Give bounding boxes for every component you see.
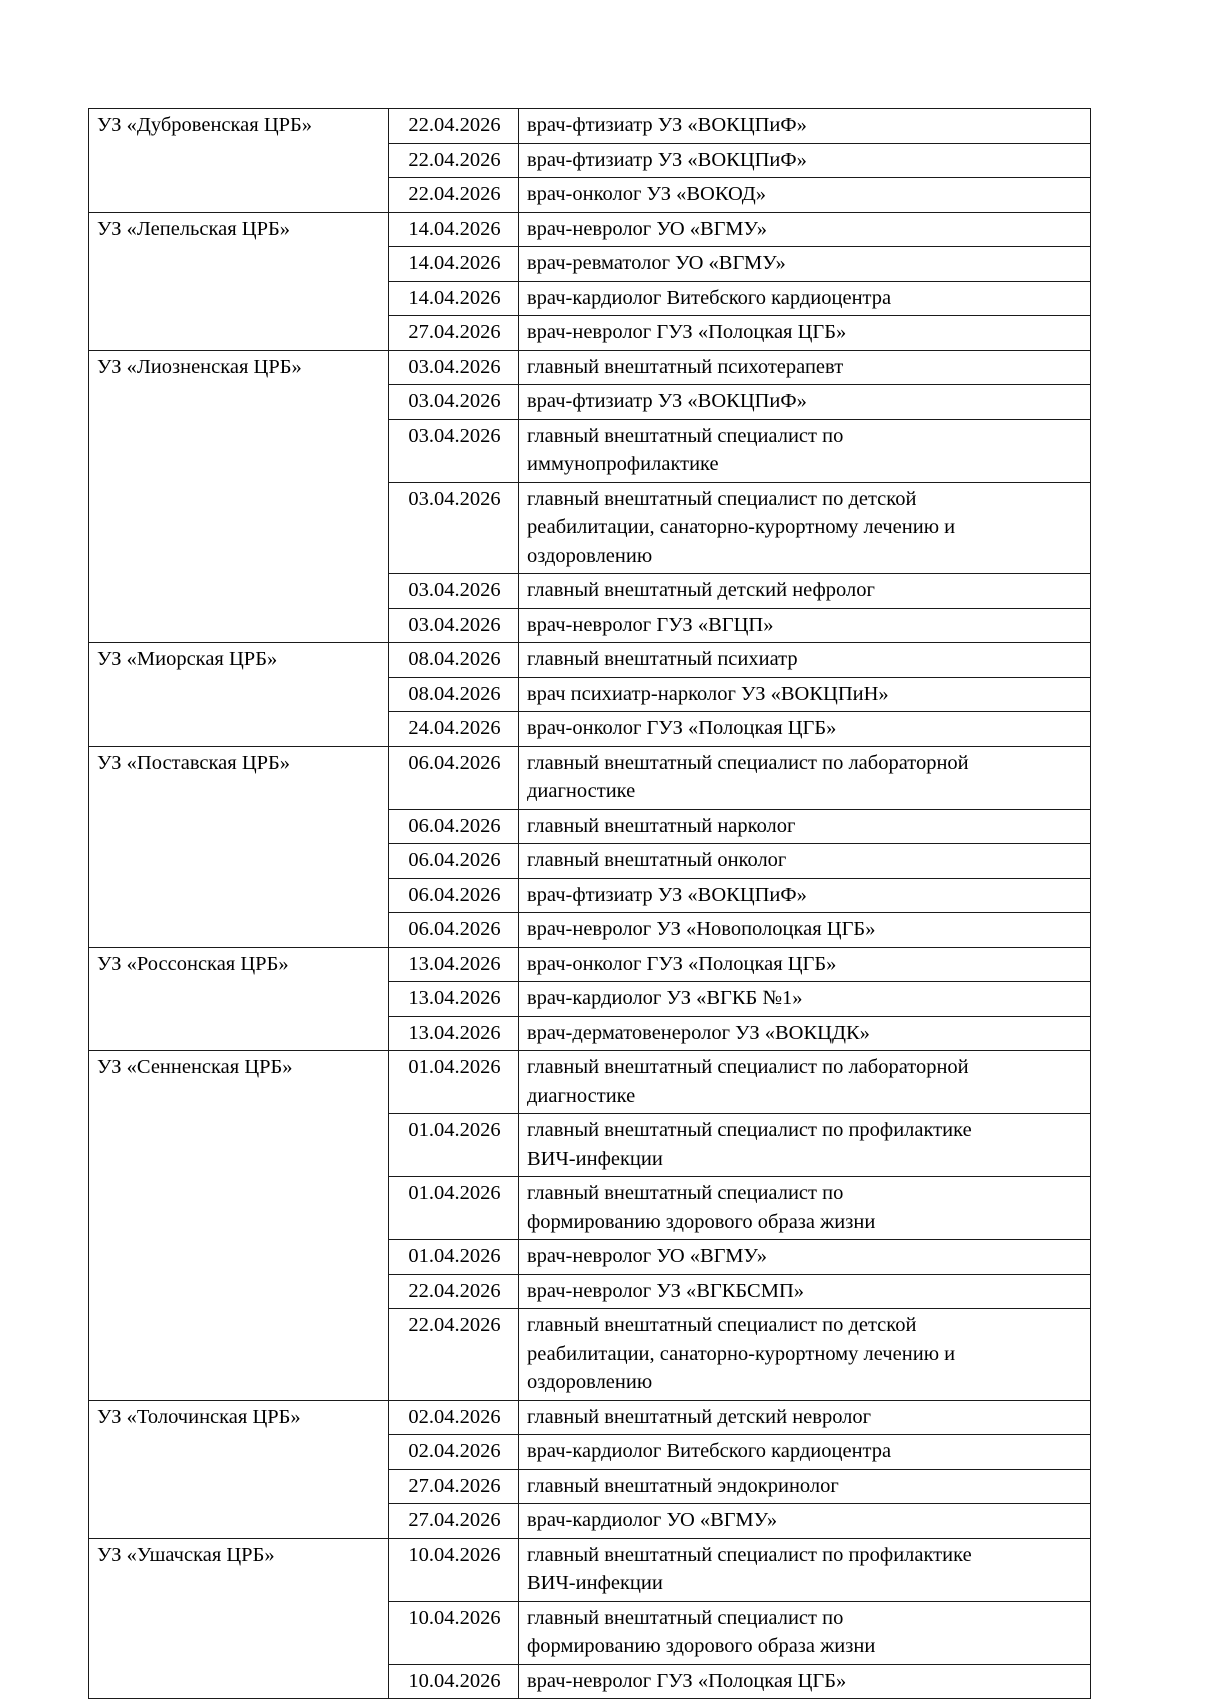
specialist-cell (519, 1538, 1091, 1601)
visit-date-cell: 22.04.2026 (389, 1274, 519, 1309)
specialist-line: главный внештатный психотерапевт (527, 355, 844, 378)
table-row (89, 643, 1091, 678)
visit-date-cell: 14.04.2026 (389, 212, 519, 247)
specialist-line: ВИЧ-инфекции (527, 1147, 663, 1170)
visit-date-cell: 01.04.2026 (389, 1114, 519, 1177)
specialist-cell (519, 844, 1091, 879)
specialist-cell (519, 247, 1091, 282)
specialist-line: главный внештатный специалист по детской (527, 1314, 917, 1336)
specialist-line: врач-невролог ГУЗ «Полоцкая ЦГБ» (527, 1669, 847, 1692)
specialist-line: главный внештатный специалист по профилактике (527, 1543, 972, 1566)
specialist-cell (519, 482, 1091, 574)
visit-date-cell: 10.04.2026 (389, 1664, 519, 1699)
visit-date-cell: 22.04.2026 (389, 143, 519, 178)
specialist-line: главный внештатный нарколог (527, 814, 796, 837)
table-row (89, 947, 1091, 982)
specialist-cell (519, 746, 1091, 809)
specialist-line: врач-онколог ГУЗ «Полоцкая ЦГБ» (527, 717, 837, 739)
specialist-line: главный внештатный эндокринолог (527, 1474, 839, 1497)
specialist-cell (519, 1664, 1091, 1699)
specialist-line: врач-фтизиатр УЗ «ВОКЦПиФ» (527, 148, 807, 171)
visit-date-cell: 06.04.2026 (389, 878, 519, 913)
specialist-cell (519, 913, 1091, 948)
specialist-cell (519, 677, 1091, 712)
specialist-line: главный внештатный специалист по (527, 424, 844, 447)
table-row (89, 109, 1091, 144)
specialist-cell (519, 982, 1091, 1017)
specialist-line: врач-невролог ГУЗ «ВГЦП» (527, 613, 774, 636)
visit-date-cell: 02.04.2026 (389, 1400, 519, 1435)
specialist-cell (519, 1051, 1091, 1114)
organization-cell: УЗ «Дубровенская ЦРБ» (89, 109, 389, 213)
specialist-line: врач-кардиолог УО «ВГМУ» (527, 1509, 778, 1531)
specialist-line: реабилитации, санаторно-курортному лечению и (527, 1342, 956, 1365)
specialist-cell (519, 643, 1091, 678)
visit-date-cell: 10.04.2026 (389, 1601, 519, 1664)
specialist-line: главный внештатный специалист по лабораторной (527, 751, 969, 774)
specialist-line: оздоровлению (527, 544, 653, 567)
specialist-line: главный внештатный специалист по детской (527, 487, 917, 510)
visit-date-cell: 01.04.2026 (389, 1051, 519, 1114)
specialist-cell (519, 1469, 1091, 1504)
organization-cell: УЗ «Толочинская ЦРБ» (89, 1400, 389, 1538)
specialist-line: главный внештатный специалист по (527, 1182, 844, 1204)
specialist-line: главный внештатный специалист по профилактике (527, 1119, 972, 1141)
specialist-cell (519, 143, 1091, 178)
specialist-line: врач-фтизиатр УЗ «ВОКЦПиФ» (527, 114, 807, 136)
specialist-line: диагностике (527, 780, 636, 802)
specialist-cell (519, 878, 1091, 913)
specialist-line: ВИЧ-инфекции (527, 1572, 663, 1594)
specialist-line: врач-фтизиатр УЗ «ВОКЦПиФ» (527, 883, 807, 906)
table-row (89, 212, 1091, 247)
schedule-table-container (88, 108, 1090, 1699)
specialist-line: формированию здорового образа жизни (527, 1210, 876, 1233)
specialist-cell (519, 1400, 1091, 1435)
specialist-line: главный внештатный детский нефролог (527, 579, 875, 601)
specialist-cell (519, 385, 1091, 420)
visit-date-cell: 03.04.2026 (389, 482, 519, 574)
visit-date-cell: 06.04.2026 (389, 913, 519, 948)
specialist-cell (519, 1114, 1091, 1177)
visit-date-cell: 24.04.2026 (389, 712, 519, 747)
visit-date-cell: 22.04.2026 (389, 178, 519, 213)
visit-date-cell: 22.04.2026 (389, 1309, 519, 1401)
table-row (89, 746, 1091, 809)
specialist-cell (519, 316, 1091, 351)
specialist-line: врач-онколог ГУЗ «Полоцкая ЦГБ» (527, 952, 837, 975)
specialist-line: врач-невролог УО «ВГМУ» (527, 217, 767, 240)
specialist-line: врач-дерматовенеролог УЗ «ВОКЦДК» (527, 1021, 870, 1044)
specialist-cell (519, 1177, 1091, 1240)
specialist-line: реабилитации, санаторно-курортному лечению и (527, 516, 956, 538)
schedule-table-body (89, 109, 1091, 1699)
visit-date-cell: 01.04.2026 (389, 1177, 519, 1240)
specialist-cell (519, 1274, 1091, 1309)
schedule-table (88, 108, 1091, 1699)
specialist-cell (519, 608, 1091, 643)
specialist-cell (519, 212, 1091, 247)
visit-date-cell: 13.04.2026 (389, 982, 519, 1017)
specialist-cell (519, 574, 1091, 609)
visit-date-cell: 08.04.2026 (389, 643, 519, 678)
visit-date-cell: 06.04.2026 (389, 809, 519, 844)
visit-date-cell: 03.04.2026 (389, 574, 519, 609)
visit-date-cell: 27.04.2026 (389, 1469, 519, 1504)
visit-date-cell: 10.04.2026 (389, 1538, 519, 1601)
specialist-line: врач-ревматолог УО «ВГМУ» (527, 252, 786, 274)
table-row (89, 350, 1091, 385)
specialist-line: врач психиатр-нарколог УЗ «ВОКЦПиН» (527, 682, 889, 705)
specialist-line: врач-невролог УЗ «ВГКБСМП» (527, 1279, 805, 1302)
specialist-cell (519, 1435, 1091, 1470)
specialist-cell (519, 712, 1091, 747)
specialist-line: врач-фтизиатр УЗ «ВОКЦПиФ» (527, 390, 807, 412)
specialist-line: врач-невролог УО «ВГМУ» (527, 1245, 767, 1267)
specialist-cell (519, 1309, 1091, 1401)
table-row (89, 1051, 1091, 1114)
specialist-line: врач-кардиолог Витебского кардиоцентра (527, 1440, 892, 1462)
specialist-line: главный внештатный детский невролог (527, 1405, 872, 1428)
specialist-cell (519, 350, 1091, 385)
specialist-cell (519, 947, 1091, 982)
organization-cell: УЗ «Поставская ЦРБ» (89, 746, 389, 947)
organization-cell: УЗ «Россонская ЦРБ» (89, 947, 389, 1051)
specialist-line: диагностике (527, 1084, 636, 1107)
specialist-line: главный внештатный онколог (527, 849, 787, 871)
specialist-line: врач-онколог УЗ «ВОКОД» (527, 183, 767, 205)
specialist-cell (519, 109, 1091, 144)
specialist-line: врач-невролог ГУЗ «Полоцкая ЦГБ» (527, 321, 847, 343)
visit-date-cell: 13.04.2026 (389, 947, 519, 982)
visit-date-cell: 03.04.2026 (389, 385, 519, 420)
visit-date-cell: 27.04.2026 (389, 316, 519, 351)
visit-date-cell: 27.04.2026 (389, 1504, 519, 1539)
specialist-line: формированию здорового образа жизни (527, 1635, 876, 1657)
visit-date-cell: 14.04.2026 (389, 281, 519, 316)
specialist-cell (519, 178, 1091, 213)
visit-date-cell: 06.04.2026 (389, 746, 519, 809)
specialist-cell (519, 1601, 1091, 1664)
visit-date-cell: 03.04.2026 (389, 419, 519, 482)
specialist-line: врач-невролог УЗ «Новополоцкая ЦГБ» (527, 918, 876, 940)
organization-cell: УЗ «Лиозненская ЦРБ» (89, 350, 389, 643)
visit-date-cell: 03.04.2026 (389, 608, 519, 643)
specialist-cell (519, 419, 1091, 482)
specialist-cell (519, 281, 1091, 316)
table-row (89, 1400, 1091, 1435)
visit-date-cell: 03.04.2026 (389, 350, 519, 385)
specialist-cell (519, 809, 1091, 844)
specialist-line: главный внештатный специалист по лабораторной (527, 1056, 969, 1078)
specialist-line: оздоровлению (527, 1371, 653, 1393)
specialist-cell (519, 1240, 1091, 1275)
specialist-line: врач-кардиолог УЗ «ВГКБ №1» (527, 987, 803, 1009)
table-row (89, 1538, 1091, 1601)
visit-date-cell: 01.04.2026 (389, 1240, 519, 1275)
specialist-line: иммунопрофилактике (527, 453, 719, 475)
visit-date-cell: 02.04.2026 (389, 1435, 519, 1470)
visit-date-cell: 06.04.2026 (389, 844, 519, 879)
visit-date-cell: 14.04.2026 (389, 247, 519, 282)
organization-cell: УЗ «Сенненская ЦРБ» (89, 1051, 389, 1401)
organization-cell: УЗ «Лепельская ЦРБ» (89, 212, 389, 350)
specialist-line: главный внештатный психиатр (527, 648, 798, 670)
specialist-line: врач-кардиолог Витебского кардиоцентра (527, 286, 892, 309)
organization-cell: УЗ «Ушачская ЦРБ» (89, 1538, 389, 1699)
specialist-cell (519, 1016, 1091, 1051)
specialist-line: главный внештатный специалист по (527, 1606, 844, 1629)
organization-cell: УЗ «Миорская ЦРБ» (89, 643, 389, 747)
visit-date-cell: 08.04.2026 (389, 677, 519, 712)
visit-date-cell: 22.04.2026 (389, 109, 519, 144)
visit-date-cell: 13.04.2026 (389, 1016, 519, 1051)
specialist-cell (519, 1504, 1091, 1539)
